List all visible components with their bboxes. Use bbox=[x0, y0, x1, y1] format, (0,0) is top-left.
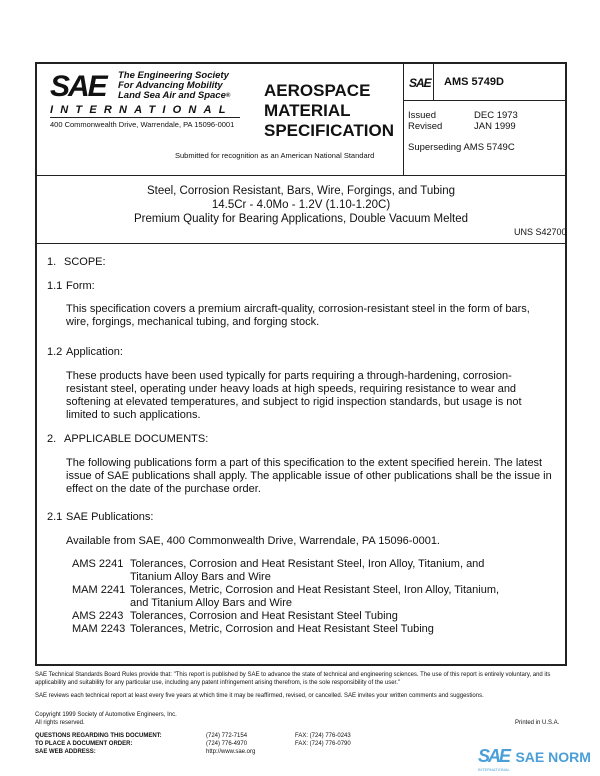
ans-note: Submitted for recognition as an American National Standard bbox=[175, 151, 375, 160]
divider bbox=[35, 175, 567, 176]
issue-dates: Issued DEC 1973 Revised JAN 1999 bbox=[408, 110, 518, 132]
divider bbox=[433, 62, 434, 100]
reference-item: MAM 2243 Tolerances, Metric, Corrosion and Heat Resistant Steel Tubing bbox=[72, 623, 434, 635]
section-1-heading: 1. SCOPE: bbox=[47, 256, 106, 268]
document-title: Steel, Corrosion Resistant, Bars, Wire, Forgings, and Tubing 14.5Cr - 4.0Mo - 1.2V (1.10-1.20C) Premium Quality for Bearing Applications, Double Vacuum Melted bbox=[133, 185, 469, 225]
section-2-heading: 2. APPLICABLE DOCUMENTS: bbox=[47, 433, 209, 445]
reference-item: MAM 2241 Tolerances, Metric, Corrosion and Heat Resistant Steel, Iron Alloy, Titanium, and Titanium Alloy Bars and Wire bbox=[72, 584, 500, 609]
divider bbox=[403, 62, 404, 175]
footer-copyright: Copyright 1999 Society of Automotive Engineers, Inc. All rights reserved. bbox=[35, 712, 177, 726]
international-wordmark: INTERNATIONAL bbox=[50, 104, 233, 116]
section-1-1-text: This specification covers a premium aircraft-quality, corrosion-resistant steel in the form of bars, wire, forgings, mechanical tubing, and forging stock. bbox=[66, 303, 530, 328]
section-2-text: The following publications form a part of this specification to the extent specified herein. The latest issue of SAE publications shall apply. The applicable issue of other publications shall be the issue in effect on the date of the purchase order. bbox=[66, 457, 552, 495]
web-address-link[interactable]: http://www.sae.org bbox=[206, 749, 256, 755]
document-number: AMS 5749D bbox=[444, 76, 504, 88]
reference-item: AMS 2241 Tolerances, Corrosion and Heat Resistant Steel, Iron Alloy, Titanium, and Titanium Alloy Bars and Wire bbox=[72, 558, 485, 583]
uns-number: UNS S42700 bbox=[514, 227, 567, 237]
address: 400 Commonwealth Drive, Warrendale, PA 15096-0001 bbox=[50, 120, 235, 129]
sae-logo: SAE bbox=[50, 70, 106, 103]
divider bbox=[50, 117, 240, 118]
section-2-1-text: Available from SAE, 400 Commonwealth Drive, Warrendale, PA 15096-0001. bbox=[66, 535, 440, 547]
divider bbox=[35, 243, 567, 244]
footer-rules: SAE Technical Standards Board Rules provide that: "This report is published by SAE to advance the state of technical and engineering sciences. The use of this report is entirely voluntary, and its applicability and suitability for any particular use, including any patent infringement arising therefrom, is the sole responsibility of the user." bbox=[35, 672, 551, 686]
sae-tagline: The Engineering Society For Advancing Mobility Land Sea Air and Space® bbox=[118, 70, 231, 101]
footer-printed: Printed in U.S.A. bbox=[515, 720, 560, 726]
sae-small-logo: SAE bbox=[409, 76, 431, 90]
footer-faxes: FAX: (724) 776-0243 FAX: (724) 776-0790 bbox=[295, 733, 351, 747]
section-1-2-heading: 1.2 Application: bbox=[47, 346, 123, 358]
footer-phones: (724) 772-7154 (724) 776-4970 http://www.sae.org bbox=[206, 733, 256, 755]
document-type: AEROSPACE MATERIAL SPECIFICATION bbox=[264, 81, 395, 140]
section-1-1-heading: 1.1 Form: bbox=[47, 280, 95, 292]
section-1-2-text: These products have been used typically for parts requiring a through-hardening, corrosion-resistant steel, operating under heavy loads at high speeds, requiring resistance to wear and softening at elevated temperatures, and subject to rigid inspection standards, but usage is not limited to such applications. bbox=[66, 370, 522, 421]
sae-norm-watermark: SAE SAE NORM INTERNATIONAL bbox=[478, 746, 591, 772]
reference-list bbox=[72, 558, 512, 636]
reference-item: AMS 2243 Tolerances, Corrosion and Heat Resistant Steel Tubing bbox=[72, 610, 398, 622]
superseding: Superseding AMS 5749C bbox=[408, 142, 515, 153]
footer-review: SAE reviews each technical report at least every five years at which time it may be reaffirmed, revised, or cancelled. SAE invites your written comments and suggestions. bbox=[35, 693, 484, 699]
divider bbox=[403, 100, 567, 101]
footer-contacts: QUESTIONS REGARDING THIS DOCUMENT: TO PLACE A DOCUMENT ORDER: SAE WEB ADDRESS: bbox=[35, 733, 162, 755]
section-2-1-heading: 2.1 SAE Publications: bbox=[47, 511, 154, 523]
